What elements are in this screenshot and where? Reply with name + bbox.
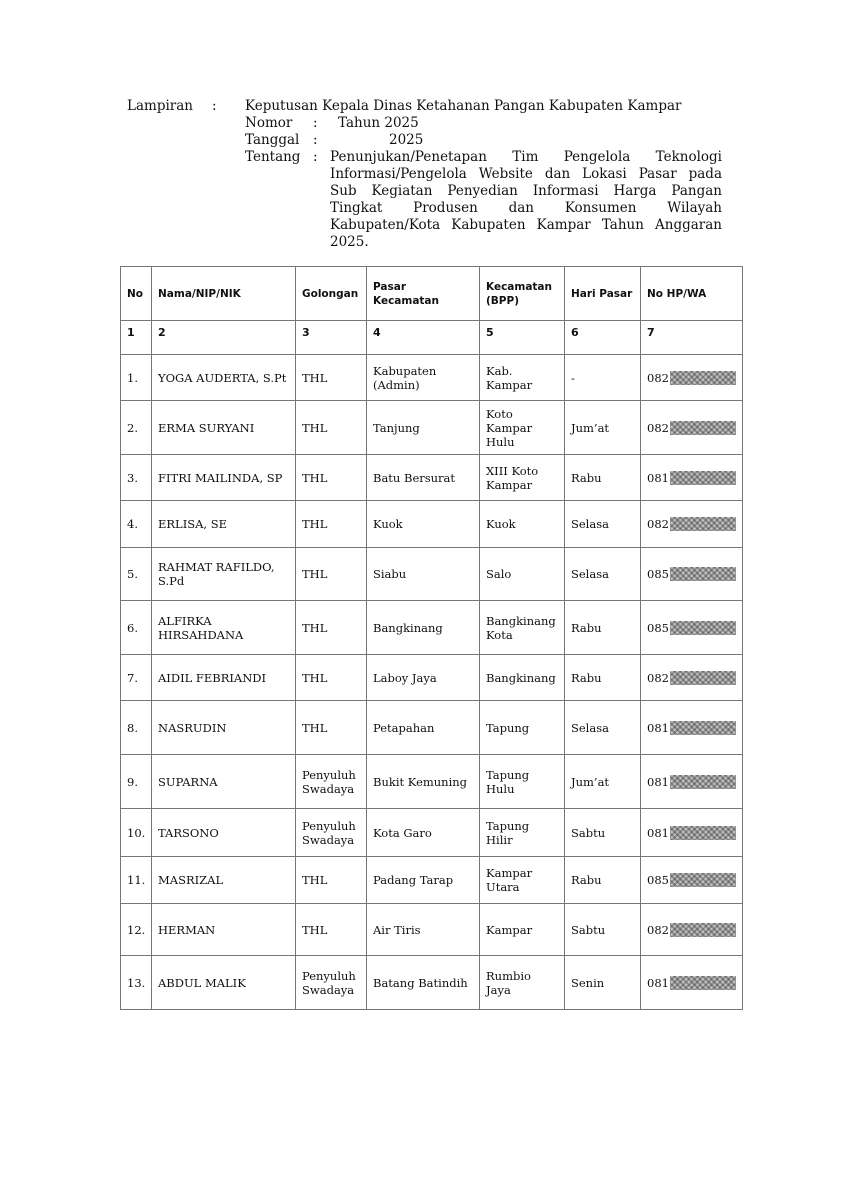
phone-number [647, 976, 736, 990]
tentang-text [330, 149, 722, 251]
phone-prefix: 082 [647, 517, 669, 531]
nomor-value: Tahun 2025 [338, 115, 419, 131]
phone-prefix: 082 [647, 670, 669, 685]
redacted-number [670, 371, 736, 385]
row-hp [641, 701, 743, 755]
row-pasar: Siabu [367, 548, 480, 601]
row-hp [641, 501, 743, 548]
col-number: 2 [152, 321, 296, 355]
phone-number [647, 567, 736, 581]
table-row [121, 809, 743, 857]
row-nama: SUPARNA [152, 755, 296, 809]
row-nama: YOGA AUDERTA, S.Pt [152, 355, 296, 401]
row-nama: ERLISA, SE [152, 501, 296, 548]
row-hp [641, 755, 743, 809]
row-golongan: THL [296, 701, 367, 755]
redacted-number [670, 671, 736, 685]
tentang-label: Tentang [245, 149, 301, 165]
row-hp [641, 601, 743, 655]
redacted-number [670, 721, 736, 735]
row-nama: ERMA SURYANI [152, 401, 296, 455]
phone-prefix: 081 [647, 825, 669, 840]
phone-prefix: 081 [647, 975, 669, 990]
row-kecamatan: Rumbio Jaya [480, 956, 565, 1010]
phone-prefix: 085 [647, 873, 669, 887]
table-row [121, 956, 743, 1010]
phone-number [647, 775, 736, 789]
phone-number [647, 671, 736, 685]
row-hari: Jum’at [565, 755, 641, 809]
phone-number [647, 517, 736, 531]
row-hp [641, 401, 743, 455]
row-golongan: THL [296, 904, 367, 956]
table-row [121, 755, 743, 809]
table-row [121, 401, 743, 455]
row-no: 11. [121, 857, 152, 904]
row-golongan: THL [296, 857, 367, 904]
col-number: 1 [121, 321, 152, 355]
table-row [121, 655, 743, 701]
table-row [121, 601, 743, 655]
row-hari: Rabu [565, 455, 641, 501]
row-hari: Rabu [565, 857, 641, 904]
row-no: 7. [121, 655, 152, 701]
row-nama: ALFIRKA HIRSAHDANA [152, 601, 296, 655]
row-pasar: Tanjung [367, 401, 480, 455]
row-no: 13. [121, 956, 152, 1010]
col-number: 6 [565, 321, 641, 355]
personnel-table [120, 266, 743, 1010]
row-no: 8. [121, 701, 152, 755]
col-number: 4 [367, 321, 480, 355]
row-golongan: THL [296, 401, 367, 455]
row-golongan: Penyuluh Swadaya [296, 755, 367, 809]
redacted-number [670, 471, 736, 485]
row-kecamatan: Tapung Hilir [480, 809, 565, 857]
row-hp [641, 355, 743, 401]
row-hari: Senin [565, 956, 641, 1010]
row-golongan: THL [296, 548, 367, 601]
col-number: 5 [480, 321, 565, 355]
redacted-number [670, 517, 736, 531]
tentang-line: Informasi/Pengelola Website dan Lokasi Pasar pada [330, 166, 722, 182]
tentang-line: Sub Kegiatan Penyedian Informasi Harga Pangan [330, 183, 722, 199]
row-kecamatan: Tapung [480, 701, 565, 755]
tanggal-line [127, 132, 727, 149]
redacted-number [670, 976, 736, 990]
row-pasar: Padang Tarap [367, 857, 480, 904]
row-pasar: Kuok [367, 501, 480, 548]
phone-prefix: 085 [647, 620, 669, 635]
phone-prefix: 082 [647, 370, 669, 385]
row-nama: AIDIL FEBRIANDI [152, 655, 296, 701]
row-hari: Jum’at [565, 401, 641, 455]
table-body [121, 355, 743, 1010]
row-golongan: THL [296, 655, 367, 701]
tentang-line: Kabupaten/Kota Kabupaten Kampar Tahun Anggaran [330, 217, 722, 233]
phone-prefix: 081 [647, 720, 669, 735]
row-kecamatan: Kab. Kampar [480, 355, 565, 401]
tanggal-value: 2025 [389, 132, 424, 148]
phone-number [647, 421, 736, 435]
row-nama: TARSONO [152, 809, 296, 857]
table-row [121, 355, 743, 401]
phone-number [647, 471, 736, 485]
row-no: 12. [121, 904, 152, 956]
document-header [127, 98, 727, 251]
row-no: 9. [121, 755, 152, 809]
row-kecamatan: XIII Koto Kampar [480, 455, 565, 501]
row-hari: Rabu [565, 601, 641, 655]
nomor-label: Nomor [245, 115, 293, 131]
row-no: 2. [121, 401, 152, 455]
row-pasar: Batu Bersurat [367, 455, 480, 501]
col-number: 7 [641, 321, 743, 355]
table-row [121, 701, 743, 755]
tanggal-label: Tanggal [245, 132, 300, 148]
row-hp [641, 655, 743, 701]
redacted-number [670, 567, 736, 581]
header-golongan: Golongan [296, 267, 367, 321]
row-nama: MASRIZAL [152, 857, 296, 904]
phone-number [647, 621, 736, 635]
row-hp [641, 904, 743, 956]
redacted-number [670, 621, 736, 635]
table-row [121, 857, 743, 904]
row-kecamatan: Kampar [480, 904, 565, 956]
row-golongan: THL [296, 455, 367, 501]
tentang-line: Tingkat Produsen dan Konsumen Wilayah [330, 200, 722, 216]
row-golongan: Penyuluh Swadaya [296, 809, 367, 857]
row-pasar: Petapahan [367, 701, 480, 755]
table-row [121, 455, 743, 501]
row-no: 6. [121, 601, 152, 655]
header-hp: No HP/WA [641, 267, 743, 321]
row-hari: Sabtu [565, 809, 641, 857]
row-kecamatan: Bangkinang Kota [480, 601, 565, 655]
row-nama: NASRUDIN [152, 701, 296, 755]
redacted-number [670, 826, 736, 840]
row-golongan: THL [296, 601, 367, 655]
nomor-line [127, 115, 727, 132]
phone-number [647, 923, 736, 937]
row-pasar: Kabupaten (Admin) [367, 355, 480, 401]
row-kecamatan: Salo [480, 548, 565, 601]
row-no: 4. [121, 501, 152, 548]
row-hp [641, 809, 743, 857]
row-hari: Selasa [565, 701, 641, 755]
lampiran-label: Lampiran [127, 98, 193, 114]
row-golongan: Penyuluh Swadaya [296, 956, 367, 1010]
keputusan-title: Keputusan Kepala Dinas Ketahanan Pangan Kabupaten Kampar [245, 98, 682, 114]
row-hari: - [565, 355, 641, 401]
row-hari: Selasa [565, 501, 641, 548]
phone-number [647, 826, 736, 840]
header-no: No [121, 267, 152, 321]
row-kecamatan: Kampar Utara [480, 857, 565, 904]
row-golongan: THL [296, 355, 367, 401]
row-kecamatan: Koto Kampar Hulu [480, 401, 565, 455]
row-hp [641, 956, 743, 1010]
column-number-row [121, 321, 743, 355]
redacted-number [670, 873, 736, 887]
row-hp [641, 857, 743, 904]
phone-prefix: 085 [647, 567, 669, 581]
row-nama: RAHMAT RAFILDO, S.Pd [152, 548, 296, 601]
phone-number [647, 371, 736, 385]
header-pasar: Pasar Kecamatan [367, 267, 480, 321]
row-kecamatan: Bangkinang [480, 655, 565, 701]
row-golongan: THL [296, 501, 367, 548]
tentang-block [127, 149, 727, 251]
phone-prefix: 081 [647, 470, 669, 485]
tentang-line: Penunjukan/Penetapan Tim Pengelola Teknologi [330, 149, 722, 165]
row-pasar: Air Tiris [367, 904, 480, 956]
row-pasar: Laboy Jaya [367, 655, 480, 701]
phone-prefix: 081 [647, 774, 669, 789]
nomor-colon: : [313, 115, 318, 131]
redacted-number [670, 923, 736, 937]
lampiran-colon: : [212, 98, 217, 114]
phone-number [647, 721, 736, 735]
row-hari: Rabu [565, 655, 641, 701]
tentang-line: 2025. [330, 234, 369, 250]
row-nama: HERMAN [152, 904, 296, 956]
table-row [121, 548, 743, 601]
phone-prefix: 082 [647, 420, 669, 435]
tentang-colon: : [313, 149, 318, 165]
row-no: 3. [121, 455, 152, 501]
row-no: 10. [121, 809, 152, 857]
table-row [121, 904, 743, 956]
table-row [121, 501, 743, 548]
redacted-number [670, 775, 736, 789]
row-no: 1. [121, 355, 152, 401]
lampiran-line [127, 98, 727, 115]
phone-number [647, 873, 736, 887]
header-hari: Hari Pasar [565, 267, 641, 321]
header-nama: Nama/NIP/NIK [152, 267, 296, 321]
row-no: 5. [121, 548, 152, 601]
row-nama: FITRI MAILINDA, SP [152, 455, 296, 501]
tanggal-colon: : [313, 132, 318, 148]
col-number: 3 [296, 321, 367, 355]
row-hp [641, 548, 743, 601]
header-kecamatan: Kecamatan (BPP) [480, 267, 565, 321]
phone-prefix: 082 [647, 922, 669, 937]
row-hp [641, 455, 743, 501]
table-header-row [121, 267, 743, 321]
row-hari: Sabtu [565, 904, 641, 956]
redacted-number [670, 421, 736, 435]
row-pasar: Kota Garo [367, 809, 480, 857]
row-pasar: Bukit Kemuning [367, 755, 480, 809]
row-kecamatan: Tapung Hulu [480, 755, 565, 809]
row-kecamatan: Kuok [480, 501, 565, 548]
row-pasar: Batang Batindih [367, 956, 480, 1010]
row-pasar: Bangkinang [367, 601, 480, 655]
row-hari: Selasa [565, 548, 641, 601]
row-nama: ABDUL MALIK [152, 956, 296, 1010]
